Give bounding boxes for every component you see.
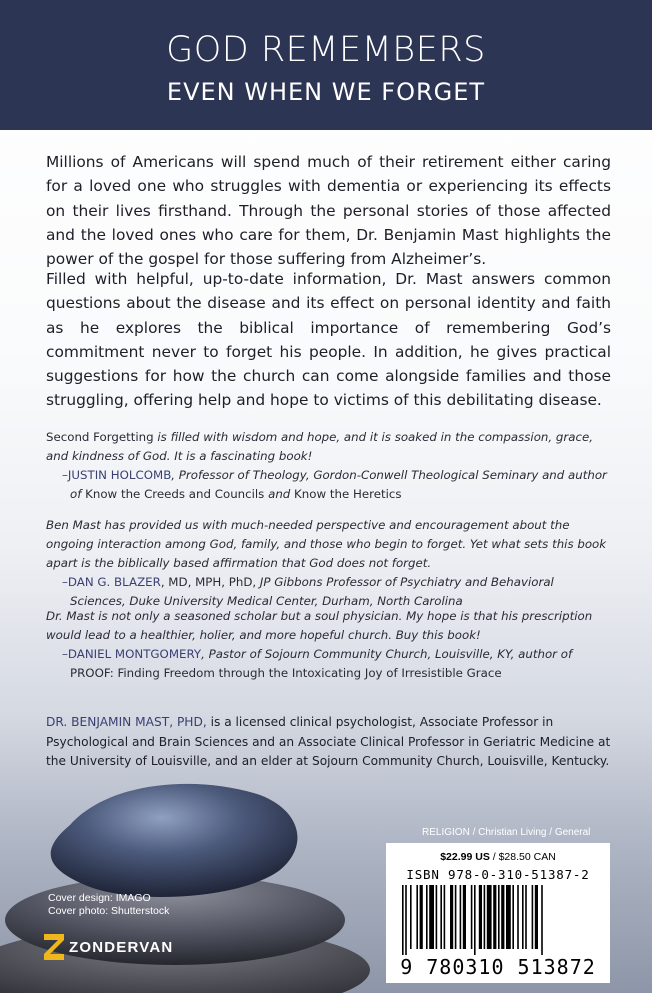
price-line: $22.99 US / $28.50 CAN [440,851,556,863]
cover-credits [48,892,169,918]
barcode-panel [386,843,610,983]
barcode-bar [487,885,492,949]
barcode-bar [440,885,442,949]
barcode-bar [517,885,519,949]
endorser-name: –DAN G. BLAZER [62,575,161,589]
barcode-bar [479,885,482,949]
barcode-bar [463,885,466,949]
quoted-book-title: Second Forgetting [46,430,154,444]
barcode-bar [436,885,438,949]
barcode-bar [525,885,527,949]
barcode-bar [416,885,418,949]
barcode-bar [522,885,524,949]
barcode-bar [402,885,404,955]
barcode-bars [402,885,594,955]
barcode-bar [429,885,434,949]
endorsement-quote: Second Forgetting is filled with wisdom and hope, and it is soaked in the compassion, grace, and kindness of God. It is a fascinating book! [46,430,593,463]
barcode-bar [410,885,412,949]
barcode-bar [471,885,473,949]
author-bio: DR. BENJAMIN MAST, PHD, is a licensed clinical psychologist, Associate Professor in Psychological and Brain Sciences and an Associate Clinical Professor in Geriatric Medicine at the University of Louisville, and an elder at Sojourn Community Church, Louisville, Kentucky. [46,715,611,768]
description-paragraph-1: Millions of Americans will spend much of their retirement either caring for a loved one who struggles with dementia or experiencing its effects on their lives firsthand. Through the personal stories of those affected and the loved ones who care for them, Dr. Benjamin Mast highlights the power of the gospel for those suffering from Alzheimer’s. [46,153,611,269]
category-label: RELIGION / Christian Living / General [422,827,591,838]
endorsement-attribution: –DANIEL MONTGOMERY, Pastor of Sojourn Community Church, Louisville, KY, author of PROOF: Finding Freedom through the Intoxicating Joy of Irresistible Grace [62,647,573,680]
barcode-bar [498,885,500,949]
title-line-2: EVEN WHEN WE FORGET [166,78,486,106]
endorsement-attribution: –DAN G. BLAZER, MD, MPH, PhD, JP Gibbons Professor of Psychiatry and Behavioral Sciences, Duke University Medical Center, Durham, North Carolina [62,575,554,608]
barcode-bar [506,885,511,949]
barcode-bar [420,885,423,949]
title-line-1: GOD REMEMBERS [166,30,486,70]
barcode-bar [460,885,462,949]
endorsement-2 [46,516,611,611]
endorser-name: –DANIEL MONTGOMERY [62,647,202,661]
ean-digits: 9 780310 513872 [400,955,596,979]
cover-design-credit: Cover design: IMAGO [48,892,151,904]
zondervan-mark-icon [44,934,64,960]
endorsement-quote: Ben Mast has provided us with much-needed perspective and encouragement about the ongoing interaction among God, family, and those who begin to forget. Yet what sets this book apart is the biblically based affirmation that God does not forget. [46,518,607,570]
description-paragraph-2: Filled with helpful, up-to-date information, Dr. Mast answers common questions about the disease and its effect on personal identity and faith as he explores the biblical importance of remembering God’s commitment never to forget his people. In addition, he gives practical suggestions for how the church can come alongside families and those struggling, offering help and hope to victims of this debilitating disease. [46,270,611,410]
barcode-bar [426,885,428,949]
barcode-bar [444,885,446,949]
endorsement-attribution: –JUSTIN HOLCOMB, Professor of Theology, Gordon-Conwell Theological Seminary and author of Know the Creeds and Councils and Know the Heretics [62,468,607,501]
endorser-name: –JUSTIN HOLCOMB [62,468,172,482]
title-banner [0,0,652,130]
barcode-bar [493,885,496,949]
cover-photo-credit: Cover photo: Shutterstock [48,905,170,917]
barcode-bar [535,885,538,949]
barcode-bar [532,885,534,949]
barcode-bar [512,885,514,949]
barcode-bar [450,885,453,949]
barcode-bar [474,885,476,955]
endorsement-1 [46,428,611,504]
barcode-bar [484,885,486,949]
endorsement-quote: Dr. Mast is not only a seasoned scholar but a soul physician. My hope is that his prescription would lead to a healthier, holier, and more hopeful church. Buy this book! [46,609,593,642]
publisher-name: ZONDERVAN [69,939,174,956]
barcode-bar [541,885,543,955]
barcode-bar [455,885,457,949]
isbn-text: ISBN 978-0-310-51387-2 [406,867,590,882]
barcode-bar [501,885,504,949]
author-name: DR. BENJAMIN MAST, PHD, [46,715,207,729]
barcode-bar [405,885,407,955]
endorsement-3 [46,607,611,683]
